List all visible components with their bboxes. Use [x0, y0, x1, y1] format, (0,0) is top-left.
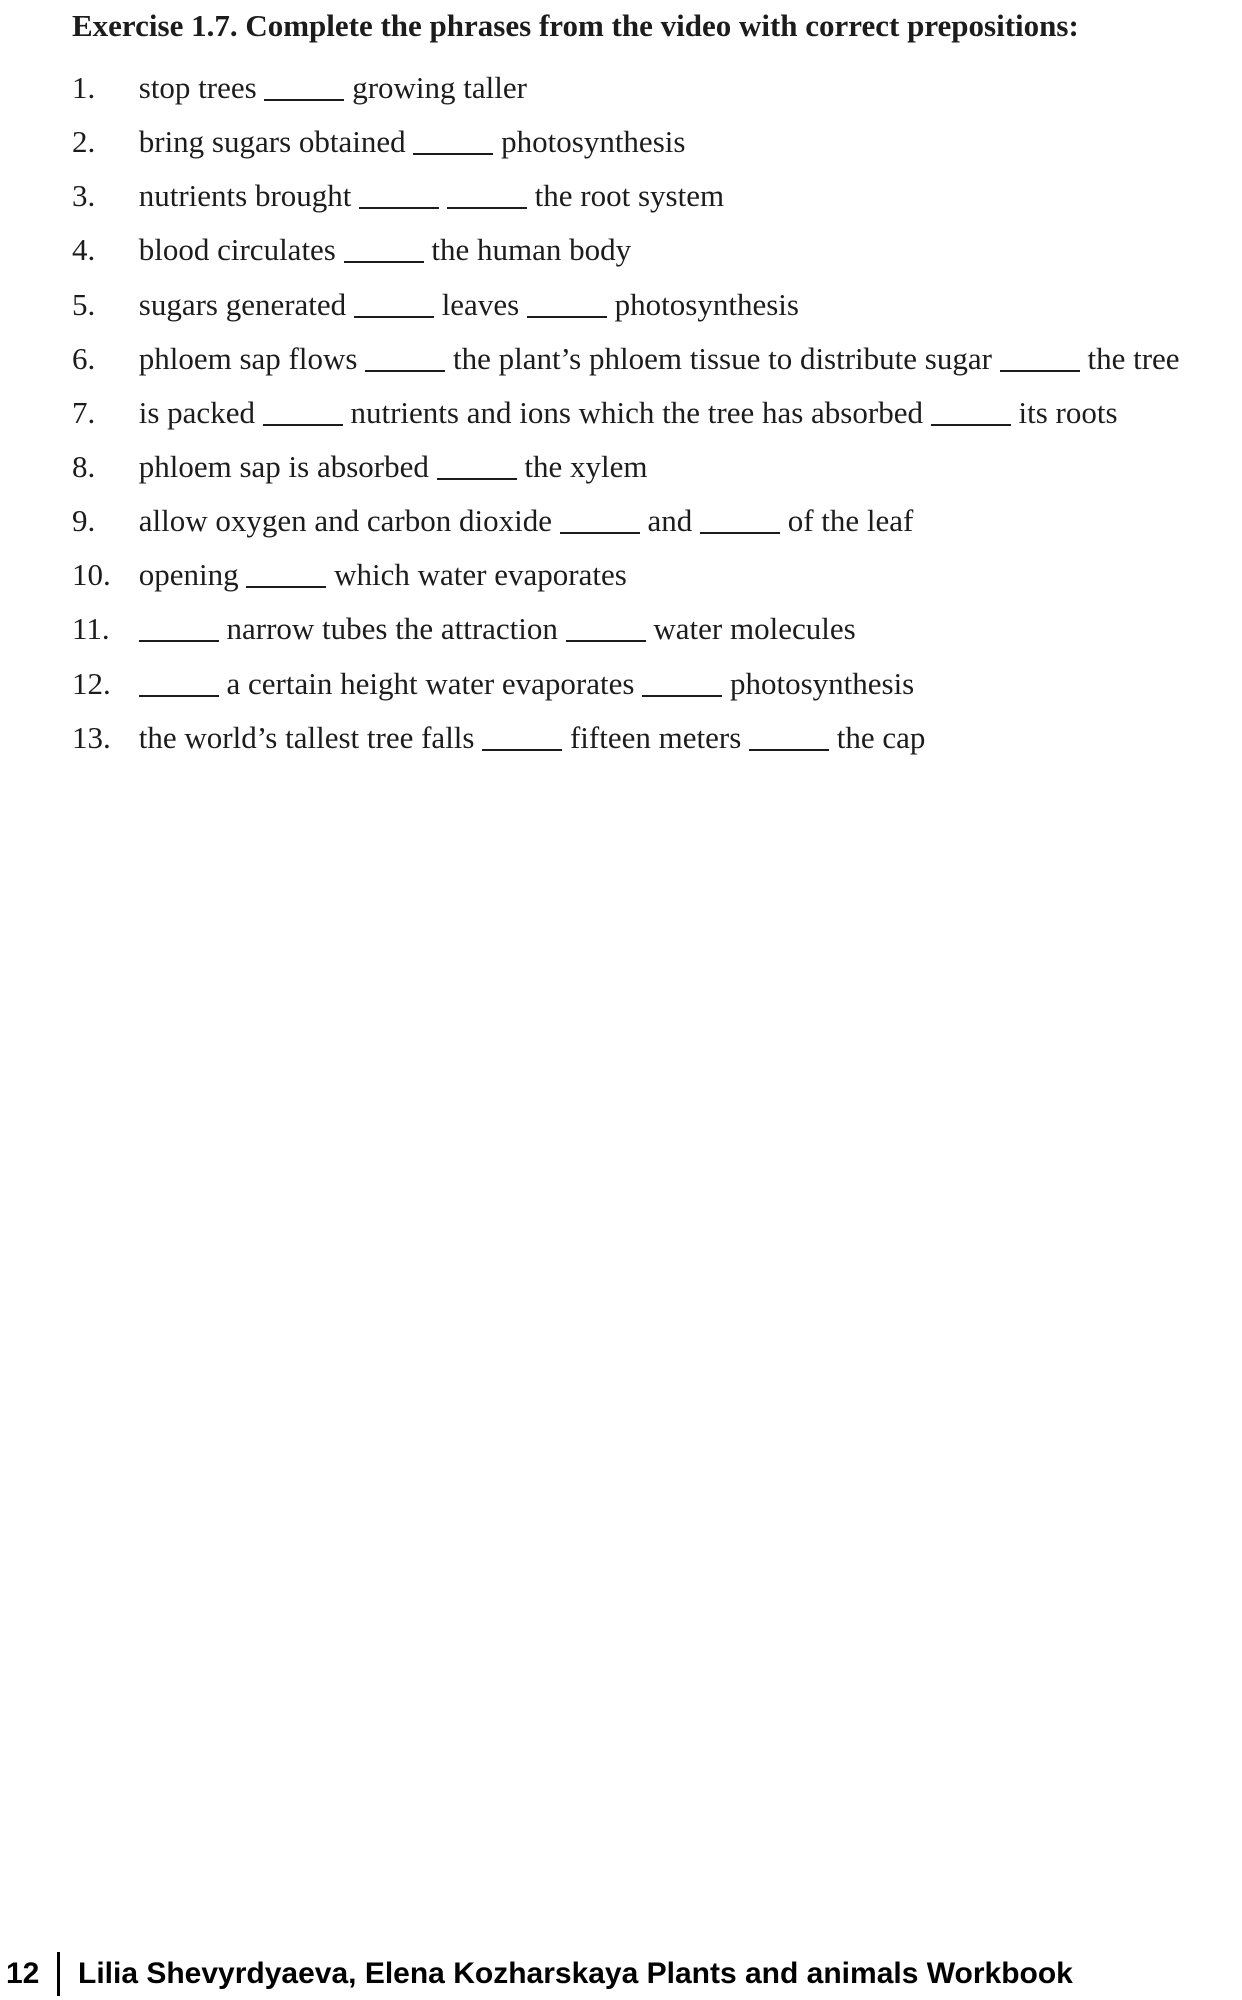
answer-blank[interactable]: [749, 711, 829, 751]
item-number: 13.: [72, 720, 111, 755]
footer-divider: [57, 1952, 60, 1996]
answer-blank[interactable]: [263, 386, 343, 426]
item-number: 8.: [72, 449, 96, 484]
item-number: 10.: [72, 557, 111, 592]
list-item-5: [72, 285, 799, 325]
answer-blank[interactable]: [566, 602, 646, 642]
phrase-text: nutrients and ions which the tree has absorbed: [350, 395, 923, 430]
item-number: 7.: [72, 395, 96, 430]
phrase-text: allow oxygen and carbon dioxide: [138, 503, 552, 538]
item-number: 1.: [72, 70, 96, 105]
phrase-text: the plant’s phloem tissue to distribute sugar: [452, 341, 992, 376]
answer-blank[interactable]: [560, 494, 640, 534]
answer-blank[interactable]: [931, 386, 1011, 426]
answer-blank[interactable]: [354, 278, 434, 318]
item-number: 9.: [72, 503, 96, 538]
phrase-text: nutrients brought: [138, 178, 352, 213]
item-number: 3.: [72, 178, 96, 213]
phrase-text: the human body: [431, 232, 632, 267]
phrase-text: the world’s tallest tree falls: [138, 720, 475, 755]
item-number: 5.: [72, 287, 96, 322]
answer-blank[interactable]: [447, 169, 527, 209]
phrase-text: water molecules: [653, 611, 856, 646]
item-number: 2.: [72, 124, 96, 159]
phrase-text: narrow tubes the attraction: [226, 611, 558, 646]
list-item-8: [72, 447, 648, 487]
answer-blank[interactable]: [246, 548, 326, 588]
phrase-text: the cap: [836, 720, 926, 755]
phrase-text: photosynthesis: [614, 287, 799, 322]
list-item-10: [72, 555, 627, 595]
answer-blank[interactable]: [642, 657, 722, 697]
answer-blank[interactable]: [264, 61, 344, 101]
list-item-1: [72, 68, 527, 108]
item-number: 12.: [72, 666, 111, 701]
phrase-text: the root system: [534, 178, 725, 213]
phrase-text: blood circulates: [138, 232, 336, 267]
phrase-text: sugars generated: [138, 287, 347, 322]
phrase-text: fifteen meters: [569, 720, 742, 755]
phrase-text: its roots: [1018, 395, 1118, 430]
phrase-text: bring sugars obtained: [138, 124, 406, 159]
answer-blank[interactable]: [527, 278, 607, 318]
phrase-text: is packed: [138, 395, 255, 430]
answer-blank[interactable]: [359, 169, 439, 209]
phrase-text: and: [647, 503, 693, 538]
list-item-13: [72, 718, 925, 758]
phrase-text: a certain height water evaporates: [226, 666, 635, 701]
list-item-12: [72, 664, 914, 704]
item-number: 6.: [72, 341, 96, 376]
list-item-9: [72, 501, 913, 541]
phrase-text: the tree: [1087, 341, 1180, 376]
phrase-text: phloem sap flows: [138, 341, 358, 376]
phrase-text: photosynthesis: [729, 666, 915, 701]
exercise-title: Exercise 1.7. Complete the phrases from the video with correct prepositions:: [72, 8, 1079, 43]
answer-blank[interactable]: [1000, 332, 1080, 372]
phrase-text: which water evaporates: [334, 557, 627, 592]
list-item-7: [72, 393, 1118, 433]
phrase-text: phloem sap is absorbed: [138, 449, 429, 484]
page-footer: [0, 1950, 1242, 1998]
list-item-2: [72, 122, 685, 162]
phrase-text: of the leaf: [787, 503, 914, 538]
item-number: 11.: [72, 611, 110, 646]
list-item-6: [72, 339, 1180, 379]
phrase-text: photosynthesis: [501, 124, 686, 159]
phrase-text: leaves: [441, 287, 520, 322]
list-item-11: [72, 609, 856, 649]
phrase-text: the xylem: [524, 449, 648, 484]
phrase-text: growing taller: [352, 70, 527, 105]
list-item-4: [72, 230, 631, 270]
item-number: 4.: [72, 232, 96, 267]
answer-blank[interactable]: [344, 223, 424, 263]
page-number: 12: [6, 1957, 40, 1990]
answer-blank[interactable]: [139, 602, 219, 642]
phrase-text: opening: [138, 557, 239, 592]
answer-blank[interactable]: [365, 332, 445, 372]
answer-blank[interactable]: [413, 115, 493, 155]
answer-blank[interactable]: [139, 657, 219, 697]
answer-blank[interactable]: [482, 711, 562, 751]
answer-blank[interactable]: [437, 440, 517, 480]
book-title: Lilia Shevyrdyaeva, Elena Kozharskaya Plants and animals Workbook: [78, 1957, 1073, 1990]
list-item-3: [72, 176, 724, 216]
phrase-text: stop trees: [138, 70, 257, 105]
answer-blank[interactable]: [700, 494, 780, 534]
